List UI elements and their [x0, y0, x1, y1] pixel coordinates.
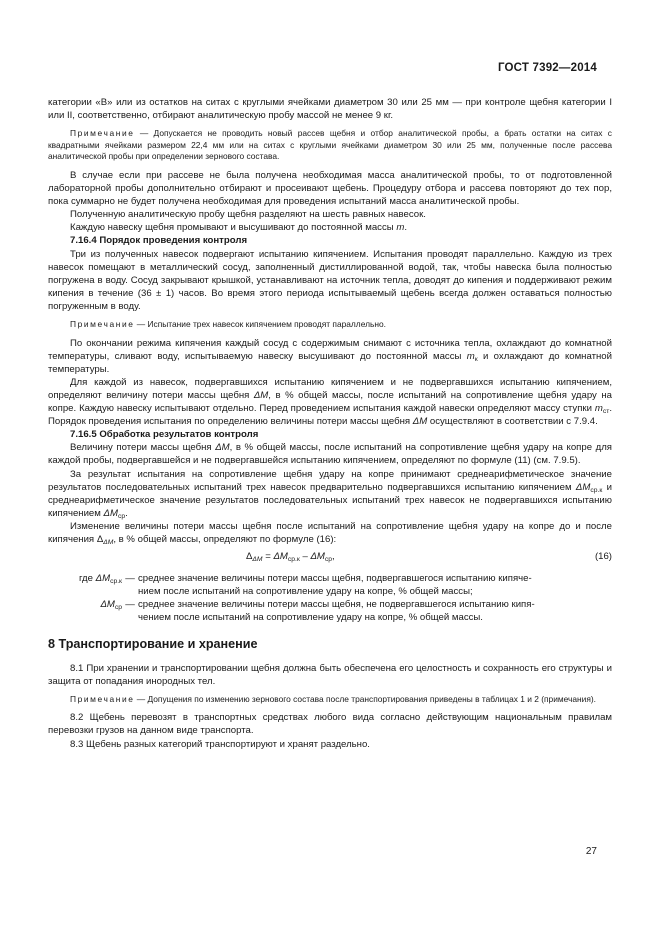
note: [48, 694, 612, 706]
variable-definition: где $\Delta M_{ср.к}$ — среднее значение величины потери массы щебня, подвергавшегося испытанию кипяче- нием после испытаний на сопротивление удару на копре, % общей массы;: [48, 572, 612, 598]
page-number: 27: [585, 846, 597, 857]
note: [48, 128, 612, 163]
paragraph: 8.3 Щебень разных категорий транспортируют и хранят раздельно.: [70, 738, 370, 750]
standard-header: ГОСТ 7392—2014: [497, 62, 597, 74]
variable-symbol: $\Delta M_{ср}$: [100, 599, 122, 612]
paragraph: Для каждой из навесок, подвергавшихся испытанию кипячением и не подвергавшихся испытанию кипячением, определяют величину потери массы щебня ΔM, в % общей массы, после испытаний на сопротивление щебня удару на копре. Каждую навеску испытывают отдельно. Перед проведением испытания каждой навески определяют массу ступки $m_{ст}$. Порядок проведения испытания по определению величины потери массы щебня ΔM осуществляют в соответствии с 7.9.4.: [48, 376, 613, 428]
paragraph: За результат испытания на сопротивление щебня удару на копре принимают среднеарифметическое значение результатов последовательных испытаний трех навесок предварительно подвергавшихся испытанию кипячением $\Delta M_{ср.к}$ и среднеарифметическое значение результатов последовательных испытаний трех навесок не подвергавшихся испытанию кипячением $\Delta M_{ср}$.: [48, 468, 612, 520]
paragraph: По окончании режима кипячения каждый сосуд с содержимым снимают с источника тепла, охлаждают до комнатной температуры, сливают воду, испытываемую навеску высушивают до постоянной массы $m_к$ и охлаждают до комнатной температуры.: [48, 337, 612, 375]
subsection-heading: 7.16.4 Порядок проведения контроля: [70, 235, 248, 247]
note-text: — Допускается не проводить новый рассев щебня и отбор аналитической пробы, а брать остатки на ситах с квадратными ячейками размером 22,4 мм или на ситах с круглыми ячейками диаметром 30 или 25 мм, полученные после рассева аналитической пробы при определении зернового состава.: [48, 128, 612, 162]
note-text: — Допущения по изменению зернового состава после транспортирования приведены в таблицах 1 и 2 (примечания).: [134, 693, 596, 704]
subsection-heading: 7.16.5 Обработка результатов контроля: [70, 429, 259, 441]
paragraph: Каждую навеску щебня промывают и высушивают до постоянной массы m.: [70, 222, 408, 234]
note-text: — Испытание трех навесок кипячением проводят параллельно.: [134, 319, 386, 329]
paragraph: В случае если при рассеве не была получена необходимая масса аналитической пробы, то от подготовленной лабораторной пробы дополнительно отбирают и просеивают щебень. Процедуру отбора и рассева повторяют до тех пор, пока суммарно не будет получена необходимая для проведения испытаний масса аналитической пробы.: [48, 169, 612, 208]
paragraph: 8.1 При хранении и транспортировании щебня должна быть обеспечена его целостность и сохранность его структуры и защита от попадания инородных тел.: [48, 662, 612, 687]
paragraph: 8.2 Щебень перевозят в транспортных средствах любого вида согласно действующим национальным правилам перевозки грузов на данном виде транспорта.: [48, 712, 612, 737]
formula-expression: $\Delta_{\Delta M} = \Delta M_{ср.к} - \Delta M_{ср}$,: [246, 551, 335, 564]
paragraph: Величину потери массы щебня ΔM, в % общей массы, после испытаний на сопротивление щебня удару на копре для каждой пробы, подвергавшейся и не подвергавшейся испытанию кипячением, определяют по формуле (11) (см. 7.9.5).: [48, 442, 612, 467]
paragraph: Полученную аналитическую пробу щебня разделяют на шесть равных навесок.: [70, 209, 426, 221]
note-label: Примечание: [70, 319, 135, 329]
note-label: Примечание: [70, 128, 135, 139]
variable-description: среднее значение величины потери массы щебня, не подвергавшегося испытанию кипя- чением после испытаний на сопротивление удару на копре, % общей массы.: [138, 599, 535, 624]
note-label: Примечание: [70, 693, 135, 704]
variable-description: среднее значение величины потери массы щебня, подвергавшегося испытанию кипяче- нием после испытаний на сопротивление удару на копре, % общей массы;: [138, 573, 532, 598]
section-heading: 8 Транспортирование и хранение: [48, 637, 258, 652]
page-content: [48, 96, 612, 751]
formula-16: [48, 550, 612, 566]
paragraph: Изменение величины потери массы щебня после испытаний на сопротивление щебня удару на копре до и после кипячения $\Delta_{\Delta M}$, в % общей массы, определяют по формуле (16):: [48, 520, 612, 546]
formula-number: (16): [594, 551, 612, 563]
variable-symbol: где $\Delta M_{ср.к}$: [78, 573, 122, 586]
variable-definition: $\Delta M_{ср}$ — среднее значение величины потери массы щебня, не подвергавшегося испытанию кипя- чением после испытаний на сопротивление удару на копре, % общей массы.: [48, 598, 612, 624]
note: [48, 319, 612, 331]
paragraph: Три из полученных навесок подвергают испытанию кипячением. Испытания проводят параллельно. Каждую из трех навесок помещают в металлический сосуд, заполненный дистиллированной водой, так, чтобы навеска была полностью погружена в воду. Сосуд закрывают крышкой, устанавливают на источник тепла, доводят до кипения и поддерживают режим кипения в течение (36 ± 1) часов. Во время этого периода испытываемый щебень всегда должен оставаться полностью погруженным в воду.: [48, 248, 612, 312]
paragraph: категории «В» или из остатков на ситах с круглыми ячейками диаметром 30 или 25 мм — при контроле щебня категории I или II, соответственно, отбирают аналитическую пробу массой не менее 9 кг.: [48, 97, 612, 122]
